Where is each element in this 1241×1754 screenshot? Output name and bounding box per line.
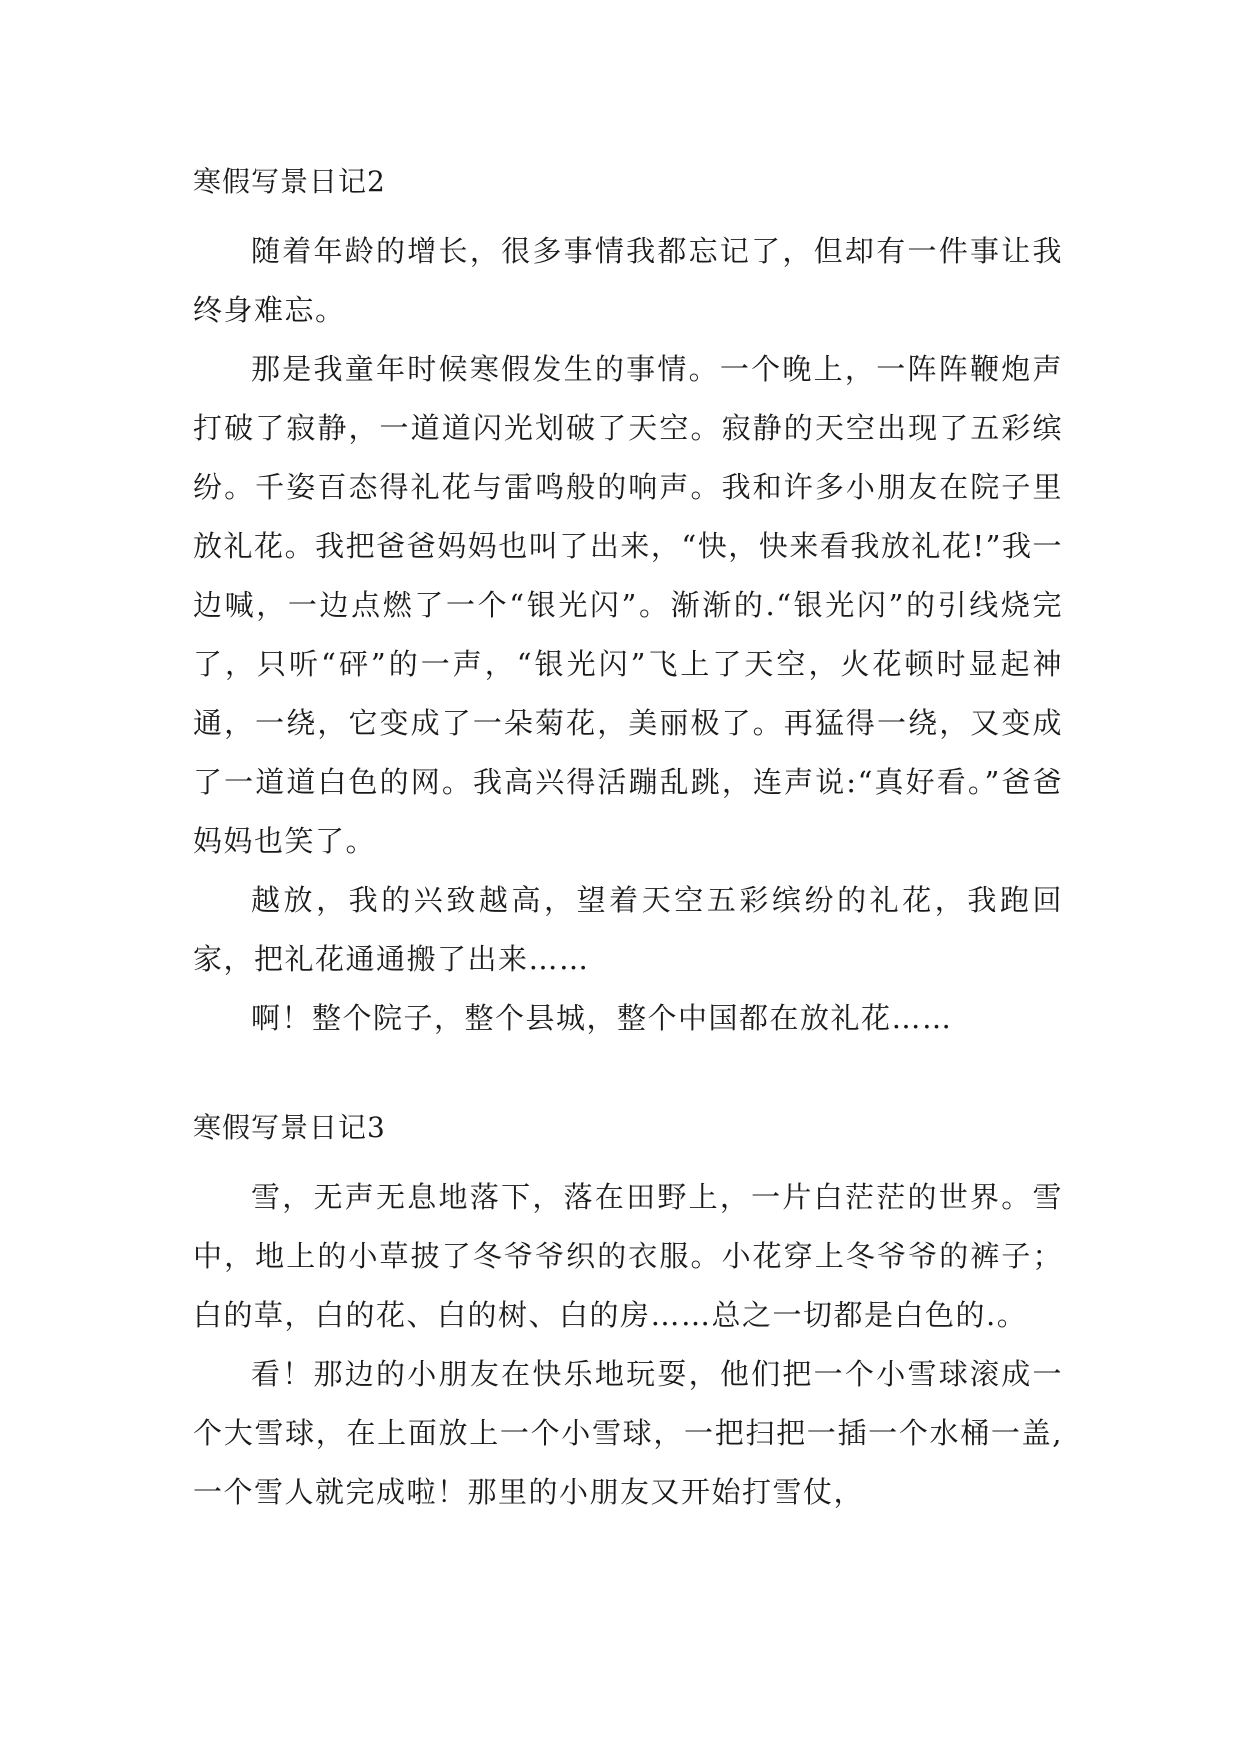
diary-entry-2 — [193, 162, 1063, 1048]
diary-entry-3 — [193, 1108, 1063, 1522]
paragraph: 啊！整个院子，整个县城，整个中国都在放礼花…… — [251, 1001, 953, 1035]
paragraph: 随着年龄的增长，很多事情我都忘记了，但却有一件事让我终身难忘。 — [193, 234, 1063, 327]
entry-title: 寒假写景日记2 — [193, 165, 386, 198]
entry-title: 寒假写景日记3 — [193, 1111, 386, 1144]
paragraph: 看！那边的小朋友在快乐地玩耍，他们把一个小雪球滚成一个大雪球，在上面放上一个小雪球，一把扫把一插一个水桶一盖,一个雪人就完成啦！那里的小朋友又开始打雪仗， — [193, 1357, 1063, 1509]
paragraph: 那是我童年时候寒假发生的事情。一个晚上，一阵阵鞭炮声打破了寂静，一道道闪光划破了天空。寂静的天空出现了五彩缤纷。千姿百态得礼花与雷鸣般的响声。我和许多小朋友在院子里放礼花。我把爸爸妈妈也叫了出来，“快，快来看我放礼花!”我一边喊，一边点燃了一个“银光闪”。渐渐的.“银光闪”的引线烧完了，只听“砰”的一声，“银光闪”飞上了天空，火花顿时显起神通，一绕，它变成了一朵菊花，美丽极了。再猛得一绕，又变成了一道道白色的网。我高兴得活蹦乱跳，连声说:“真好看。”爸爸妈妈也笑了。 — [193, 352, 1063, 858]
paragraph: 越放，我的兴致越高，望着天空五彩缤纷的礼花，我跑回家，把礼花通通搬了出来…… — [193, 883, 1063, 976]
paragraph: 雪，无声无息地落下，落在田野上，一片白茫茫的世界。雪中，地上的小草披了冬爷爷织的衣服。小花穿上冬爷爷的裤子；白的草，白的花、白的树、白的房……总之一切都是白色的.。 — [193, 1180, 1063, 1332]
